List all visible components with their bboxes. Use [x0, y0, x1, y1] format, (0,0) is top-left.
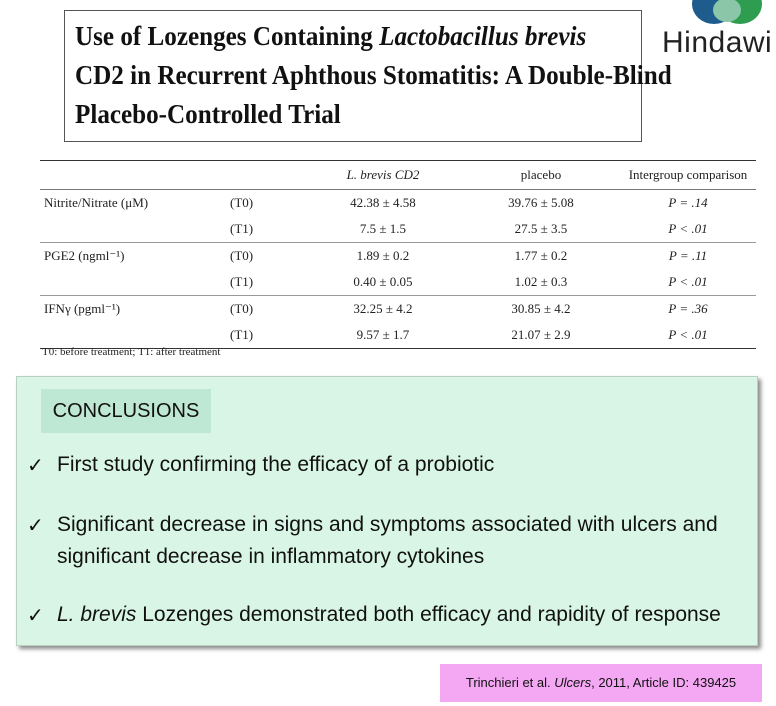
paper-title-box — [64, 10, 672, 142]
row-variable: PGE2 (ngml⁻¹) — [44, 248, 125, 263]
hindawi-logo — [660, 0, 776, 80]
table-row — [40, 243, 756, 270]
row-brevis-value: 9.57 ± 1.7 — [304, 322, 462, 349]
checkmark-icon: ✓ — [27, 453, 44, 477]
checkmark-icon: ✓ — [27, 603, 44, 627]
title-line-1 — [75, 17, 592, 56]
citation-suffix: , 2011, Article ID: 439425 — [591, 675, 737, 690]
conclusions-heading: CONCLUSIONS — [41, 389, 211, 433]
row-comparison: P < .01 — [620, 216, 756, 243]
row-variable: Nitrite/Nitrate (μM) — [44, 195, 149, 210]
table-row — [40, 322, 756, 349]
results-table — [40, 160, 756, 349]
table-row — [40, 190, 756, 217]
title-line-2: CD2 in Recurrent Aphthous Stomatitis: A Double-Blind — [75, 60, 672, 90]
conclusion-bullet-3 — [27, 599, 737, 631]
row-placebo-value: 39.76 ± 5.08 — [508, 195, 574, 210]
row-variable-empty — [40, 322, 226, 349]
citation-journal: Ulcers — [554, 675, 592, 690]
row-time: (T1) — [226, 269, 304, 296]
row-brevis-value: 32.25 ± 4.2 — [353, 301, 413, 316]
conclusion-bullet-1 — [27, 449, 737, 481]
row-brevis-value: 42.38 ± 4.58 — [350, 195, 416, 210]
conclusion-species-name: L. brevis — [57, 603, 137, 626]
row-comparison: P = .11 — [668, 248, 708, 263]
conclusion-text: First study confirming the efficacy of a probiotic — [57, 453, 495, 476]
row-brevis-value: 7.5 ± 1.5 — [304, 216, 462, 243]
row-comparison: P < .01 — [620, 322, 756, 349]
row-time: (T1) — [226, 322, 304, 349]
table-row — [40, 216, 756, 243]
header-variable — [40, 161, 226, 190]
row-time: (T1) — [226, 216, 304, 243]
title-line-1-prefix: Use of Lozenges Containing — [75, 21, 380, 51]
header-comparison: Intergroup comparison — [620, 161, 756, 190]
hindawi-logo-icon — [680, 0, 776, 28]
row-placebo-value: 27.5 ± 3.5 — [462, 216, 620, 243]
hindawi-logo-text: Hindawi — [662, 26, 773, 59]
header-time — [226, 161, 304, 190]
row-comparison: P = .36 — [668, 301, 708, 316]
title-line-3: Placebo-Controlled Trial — [75, 99, 341, 129]
row-comparison: P = .14 — [668, 195, 708, 210]
conclusion-text: Significant decrease in signs and symptoms associated with ulcers and significant decrease in inflammatory cytokines — [57, 513, 718, 568]
conclusions-panel — [16, 376, 758, 646]
conclusion-text — [57, 599, 737, 631]
conclusion-text-rest: Lozenges demonstrated both efficacy and rapidity of response — [136, 603, 721, 626]
header-brevis: L. brevis CD2 — [304, 161, 462, 190]
header-placebo: placebo — [462, 161, 620, 190]
citation-box — [440, 664, 762, 702]
row-placebo-value: 21.07 ± 2.9 — [462, 322, 620, 349]
row-brevis-value: 1.89 ± 0.2 — [356, 248, 410, 263]
row-placebo-value: 30.85 ± 4.2 — [511, 301, 571, 316]
table-row — [40, 269, 756, 296]
row-time: (T0) — [230, 195, 254, 210]
row-variable: IFNγ (pgml⁻¹) — [44, 301, 121, 316]
table-header-row — [40, 161, 756, 190]
table-footnote: T0: before treatment; T1: after treatment — [42, 346, 221, 358]
checkmark-icon: ✓ — [27, 513, 44, 537]
table-row — [40, 296, 756, 323]
row-time: (T0) — [230, 248, 254, 263]
citation-prefix: Trinchieri et al. — [465, 675, 555, 690]
row-time: (T0) — [230, 301, 254, 316]
row-comparison: P < .01 — [620, 269, 756, 296]
row-brevis-value: 0.40 ± 0.05 — [304, 269, 462, 296]
conclusion-bullet-2 — [27, 509, 737, 573]
row-variable-empty — [40, 269, 226, 296]
row-placebo-value: 1.02 ± 0.3 — [462, 269, 620, 296]
title-species-name: Lactobacillus brevis — [379, 21, 587, 51]
row-placebo-value: 1.77 ± 0.2 — [514, 248, 568, 263]
row-variable-empty — [40, 216, 226, 243]
